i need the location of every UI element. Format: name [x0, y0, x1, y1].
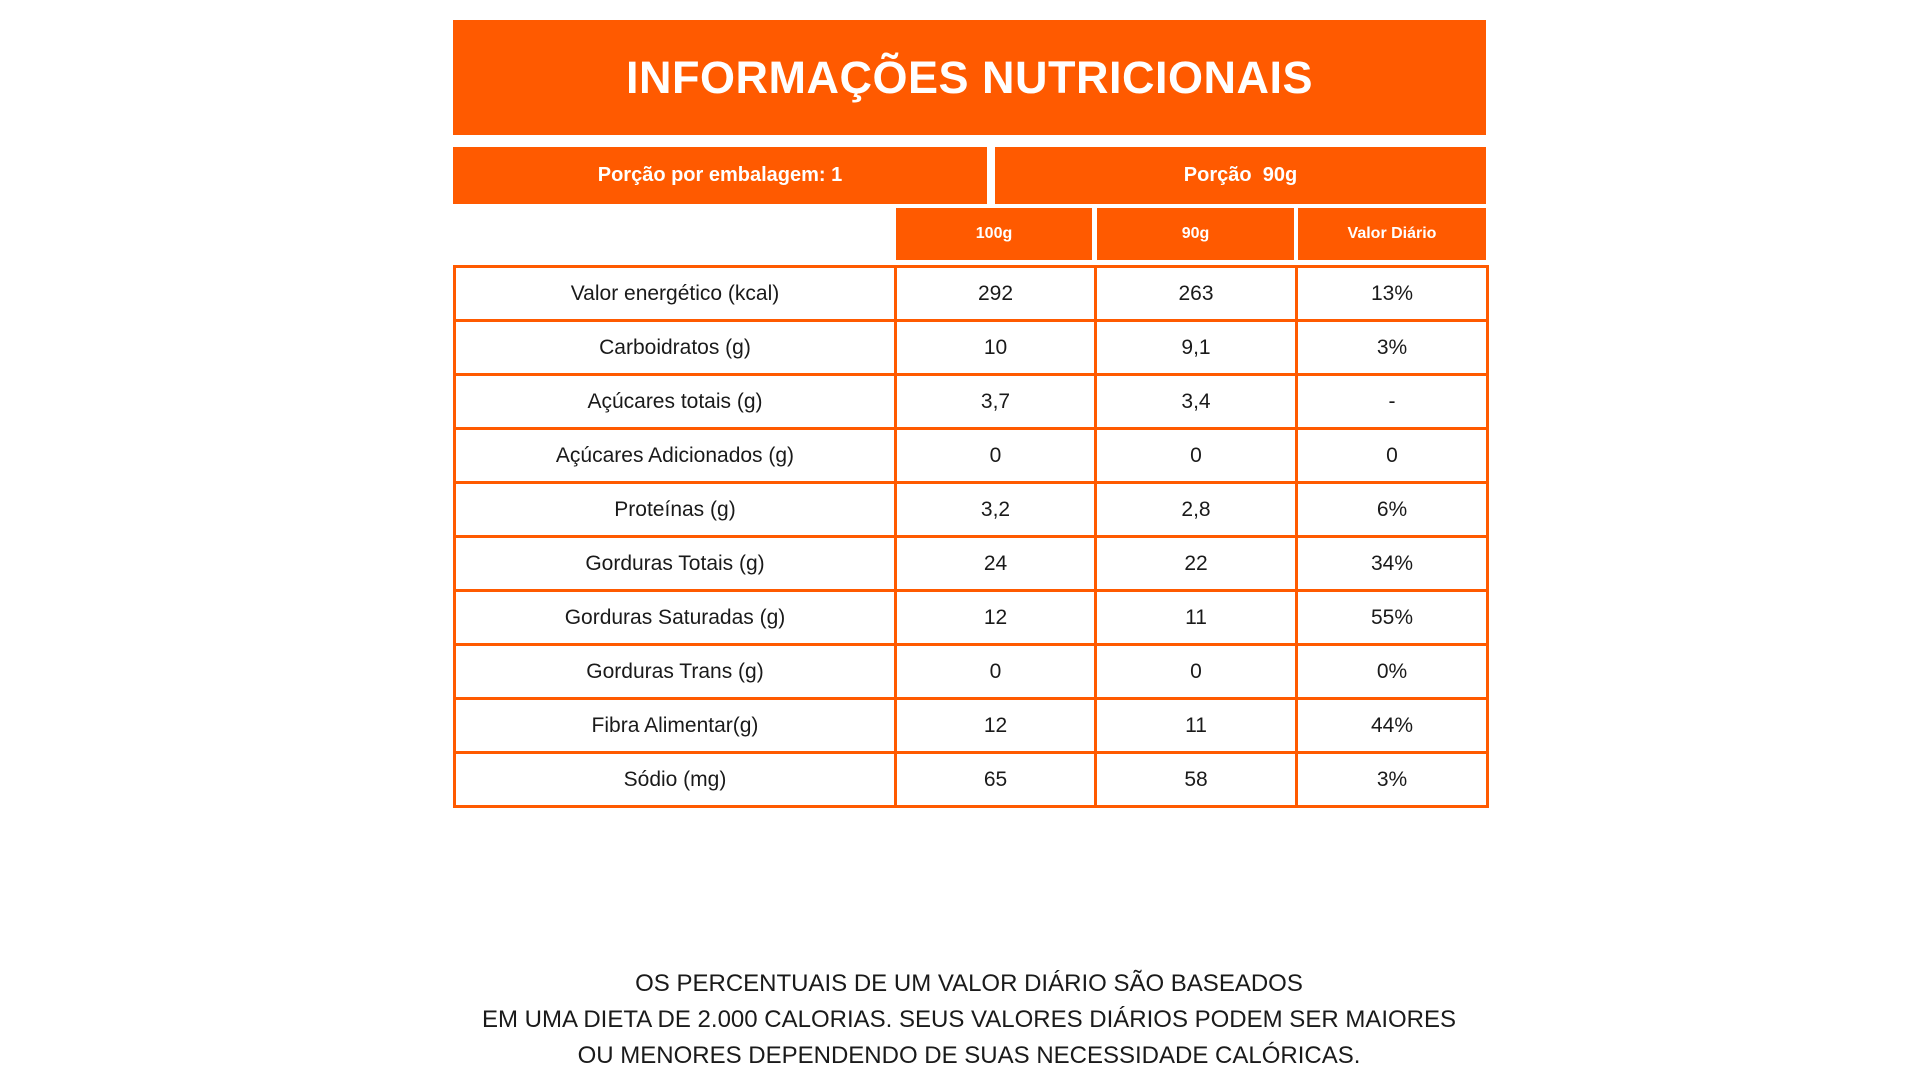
nutrient-name: Gorduras Saturadas (g): [455, 591, 896, 645]
title-bar: [453, 20, 1486, 135]
nutrient-name: Gorduras Trans (g): [455, 645, 896, 699]
nutrient-name: Valor energético (kcal): [455, 267, 896, 321]
table-row: [455, 429, 1488, 483]
nutrient-name: Fibra Alimentar(g): [455, 699, 896, 753]
value-per-100g: 65: [896, 753, 1096, 807]
table-row: [455, 699, 1488, 753]
footnote-line-2: EM UMA DIETA DE 2.000 CALORIAS. SEUS VALORES DIÁRIOS PODEM SER MAIORES: [481, 1006, 1457, 1033]
value-per-100g: 12: [896, 699, 1096, 753]
value-per-100g: 24: [896, 537, 1096, 591]
value-per-100g: 292: [896, 267, 1096, 321]
nutrient-name: Carboidratos (g): [455, 321, 896, 375]
table-row: [455, 321, 1488, 375]
value-per-90g: 263: [1096, 267, 1297, 321]
page-title: INFORMAÇÕES NUTRICIONAIS: [626, 51, 1313, 103]
daily-value: 3%: [1297, 321, 1488, 375]
value-per-90g: 0: [1096, 429, 1297, 483]
value-per-90g: 3,4: [1096, 375, 1297, 429]
table-row: [455, 483, 1488, 537]
table-row: [455, 267, 1488, 321]
daily-value: 13%: [1297, 267, 1488, 321]
value-per-100g: 0: [896, 645, 1096, 699]
nutrition-table: [453, 265, 1489, 808]
value-per-100g: 3,7: [896, 375, 1096, 429]
nutrient-name: Proteínas (g): [455, 483, 896, 537]
daily-value: 44%: [1297, 699, 1488, 753]
column-header-daily-value: [1298, 208, 1486, 260]
nutrient-name: Açúcares totais (g): [455, 375, 896, 429]
value-per-100g: 3,2: [896, 483, 1096, 537]
daily-value: 3%: [1297, 753, 1488, 807]
portion-size-label: Porção 90g: [1183, 164, 1298, 186]
daily-value: 0: [1297, 429, 1488, 483]
nutrient-name: Açúcares Adicionados (g): [455, 429, 896, 483]
value-per-90g: 11: [1096, 699, 1297, 753]
daily-value: 34%: [1297, 537, 1488, 591]
value-per-90g: 9,1: [1096, 321, 1297, 375]
value-per-100g: 12: [896, 591, 1096, 645]
value-per-100g: 10: [896, 321, 1096, 375]
servings-per-package-cell: [453, 147, 987, 204]
daily-value: -: [1297, 375, 1488, 429]
column-header-100g-label: 100g: [975, 225, 1013, 242]
nutrient-name: Sódio (mg): [455, 753, 896, 807]
nutrient-name: Gorduras Totais (g): [455, 537, 896, 591]
table-row: [455, 753, 1488, 807]
footnote-line-3: OU MENORES DEPENDENDO DE SUAS NECESSIDADE CALÓRICAS.: [577, 1042, 1361, 1069]
daily-value: 55%: [1297, 591, 1488, 645]
value-per-90g: 22: [1096, 537, 1297, 591]
portion-size-cell: [995, 147, 1486, 204]
table-row: [455, 591, 1488, 645]
servings-per-package-label: Porção por embalagem: 1: [597, 164, 843, 186]
column-header-90g-label: 90g: [1181, 225, 1210, 242]
value-per-90g: 0: [1096, 645, 1297, 699]
column-header-100g: [896, 208, 1092, 260]
daily-value: 6%: [1297, 483, 1488, 537]
table-row: [455, 645, 1488, 699]
value-per-90g: 58: [1096, 753, 1297, 807]
value-per-100g: 0: [896, 429, 1096, 483]
column-header-daily-value-label: Valor Diário: [1347, 225, 1437, 242]
table-row: [455, 537, 1488, 591]
footnote-line-1: OS PERCENTUAIS DE UM VALOR DIÁRIO SÃO BASEADOS: [635, 970, 1303, 997]
daily-value-footnote: [319, 966, 1619, 1074]
column-header-90g: [1097, 208, 1294, 260]
daily-value: 0%: [1297, 645, 1488, 699]
value-per-90g: 11: [1096, 591, 1297, 645]
value-per-90g: 2,8: [1096, 483, 1297, 537]
table-row: [455, 375, 1488, 429]
